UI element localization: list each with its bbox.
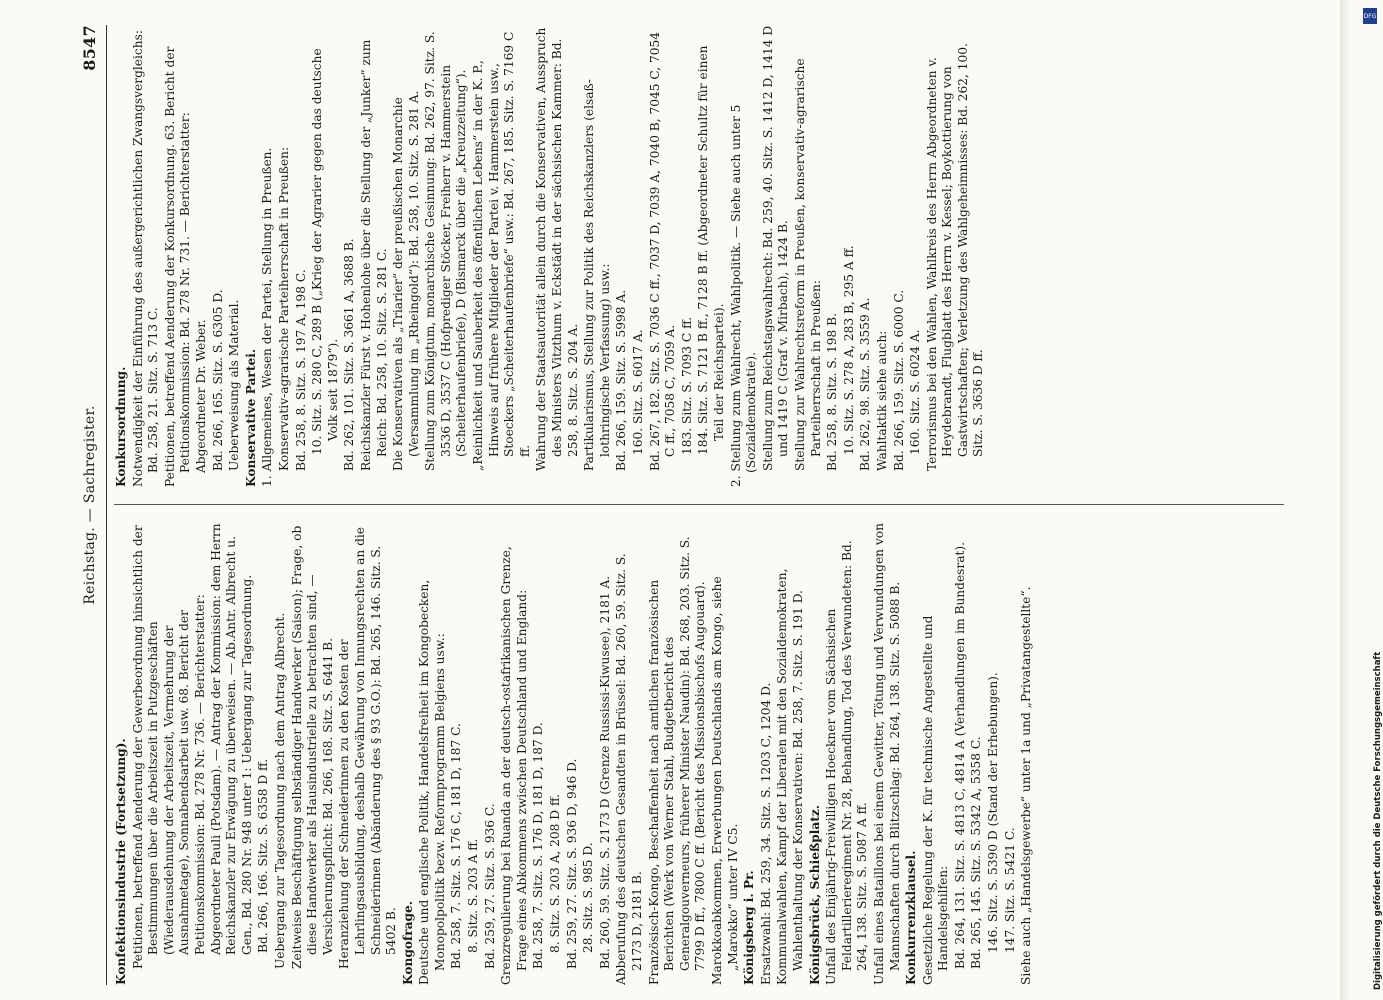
- index-entry: Petitionen, betreffend Aenderung der Gewerbeordnung hinsichtlich der Bestimmungen über die Arbeitszeit in Putzgeschäften (Wiederausdehnung der Arbeitszeit, Vermehrung der Ausnahmetage), Sonnabendsarbeit usw. 68. Bericht der Petitionskommission: Bd. 278 Nr. 736. — Berichterstatter: Abgeordneter Pauli (Potsdam). — Antrag der Kommission: dem Herrn Reichskanzler zur Erwägung zu überweisen. — Ab.Antr. Albrecht u. Gen., Bd. 280 Nr. 948 unter 1: Uebergang zur Tagesordnung.: [130, 523, 254, 969]
- index-entry: 8. Sitz. S. 203 A ff.: [466, 838, 481, 953]
- index-entry: Petitionen, betreffend Aenderung der Konkursordnung. 63. Bericht der Petitionskommission: Bd. 278 Nr. 731. — Berichterstatter: Abgeordneter Dr. Weber.: [162, 46, 208, 487]
- column-divider: [114, 504, 1284, 505]
- index-heading: Konkurrenzklausel.: [904, 850, 919, 985]
- index-entry: Bd. 258, 7. Sitz. S. 176 C, 181 D, 187 C.: [449, 723, 464, 969]
- index-entry: 160. Sitz. S. 6024 A.: [908, 329, 923, 455]
- index-entry: Gesetzliche Regelung der K. für technische Angestellte und Handelsgehilfen:: [920, 615, 951, 985]
- index-entry: Kommunalwahlen, Kampf der Liberalen mit den Sozialdemokraten, Wahlenthaltung der Konservativen: Bd. 258, 7. Sitz. S. 191 D.: [775, 568, 805, 985]
- index-entry: Grenzregulierung bei Ruanda an der deutsch-ostafrikanischen Grenze, Frage eines Abkommens zwischen Deutschland und England:: [499, 546, 529, 985]
- index-entry: Deutsche und englische Politik, Handelsfreiheit im Kongobecken, Monopolpolitik bezw. Reformprogramm Belgiens usw.:: [417, 579, 447, 985]
- index-entry: Bd. 260, 59. Sitz. S. 2173 D (Grenze Russissi-Kiwusee), 2181 A.: [597, 575, 612, 969]
- index-entry: Stellung zur Wahlrechtsreform in Preußen, konservativ-agrarische Parteiherrschaft in Preußen:: [792, 58, 823, 471]
- page-header: [80, 25, 106, 985]
- index-entry: Abberufung des deutschen Gesandten in Brüssel: Bd. 260, 59. Sitz. S. 2173 D, 2181 B.: [614, 553, 644, 985]
- index-entry: Französisch-Kongo, Beschaffenheit nach amtlichen französischen Berichten (Werk von Werner Stahl, Budgetbericht des Generalgouverneurs, früherer Minister Naudin): Bd. 268, 203. Sitz. S. 7799 D ff., 7800 C ff. (Bericht des Missionsbischofs Augouard).: [646, 536, 708, 985]
- index-entry: Bd. 258, 7. Sitz. S. 176 D, 181 D, 187 D.: [531, 722, 546, 969]
- index-entry: Partikularismus, Stellung zur Politik des Reichskanzlers (elsaß-lothringische Verfassung) usw.:: [582, 79, 612, 471]
- index-heading: Konfektionsindustrie (Fortsetzung).: [114, 738, 128, 985]
- index-heading: Konkursordnung.: [114, 366, 128, 487]
- index-entry: Die Konservativen als „Triarier“ der preußischen Monarchie (Versammlung im „Rheingold“): Bd. 258, 10. Sitz. S. 281 A.: [391, 90, 421, 471]
- index-entry: Bd. 267, 182. Sitz. S. 7036 C ff., 7037 D, 7039 A, 7040 B, 7045 C, 7054 C ff., 7058 C, 7059 A.: [647, 32, 678, 471]
- index-entry: Bd. 259, 27. Sitz. S. 936 C.: [482, 803, 497, 969]
- side-note: [1353, 10, 1381, 990]
- index-entry: 8. Sitz. S. 203 A, 208 D ff.: [548, 793, 563, 953]
- index-entry: Bd. 264, 131. Sitz. S. 4813 C, 4814 A (Verhandlungen im Bundesrat).: [952, 541, 967, 969]
- page-number: 8547: [80, 25, 99, 71]
- index-entry: Marokkoabkommen, Erwerbungen Deutschlands am Kongo, siehe „Marokko“ unter IV C5.: [709, 576, 740, 985]
- digitization-note: Digitalisierung gefördert durch die Deutsche Forschungsgemeinschaft: [1373, 651, 1383, 990]
- index-entry: Ersatzwahl: Bd. 259, 34. Sitz. S. 1203 C, 1204 D.: [758, 682, 773, 985]
- index-entry: Reichskanzler Fürst v. Hohenlohe über die Stellung der „Junker“ zum Reich: Bd. 258, 10. Sitz. S. 281 C.: [358, 39, 389, 471]
- index-entry: 146. Sitz. S. 5390 D (Stand der Erhebungen).: [986, 672, 1001, 953]
- index-entry: Bd. 258, 8. Sitz. S. 197 A, 198 C.: [293, 269, 308, 471]
- index-entry: Bd. 266, 159. Sitz. S. 5998 A.: [614, 289, 629, 471]
- running-title: Reichstag. — Sachregister.: [82, 405, 98, 605]
- page-spine: [1340, 0, 1350, 1000]
- index-entry: Wahltaktik siehe auch:: [874, 330, 889, 471]
- index-entry: Wahrung der Staatsautorität allein durch die Konservativen, Ausspruch des Ministers Vitzthum v. Eckstädt in der sächsischen Kammer: Bd. 258, 8. Sitz. S. 204 A.: [534, 27, 580, 471]
- index-entry: Konservativ-agrarische Parteiherrschaft in Preußen:: [276, 146, 291, 471]
- index-heading: Königsbrück, Schießplatz.: [807, 804, 822, 985]
- index-entry: „Reinlichkeit und Sauberkeit des öffentlichen Lebens“ in der K. P., Hinweis auf frühere Mitglieder der Partei v. Hammerstein usw., Stoeckers „Scheiterhaufenbriefe“ usw.: Bd. 267, 185. Sitz. S. 7169 C ff.: [471, 31, 532, 471]
- index-entry: Terrorismus bei den Wahlen, Wahlkreis des Herrn Abgeordneten v. Heydebrandt, Flugblatt des Herrn v. Kessel; Boykottierung von Gastwirtschaften; Verletzung des Wahlgeheimnisses: Bd. 262, 100. Sitz. S. 3636 D ff.: [924, 43, 986, 471]
- index-entry: Bd. 266, 166. Sitz. S. 6358 D ff.: [256, 758, 271, 953]
- index-entry: Uebergang zur Tagesordnung nach dem Antrag Albrecht.: [272, 612, 287, 969]
- right-column: [114, 25, 1294, 487]
- index-heading: Königsberg i. Pr.: [742, 870, 757, 985]
- index-entry: 183. Sitz. S. 7093 C ff.: [679, 316, 694, 455]
- index-entry: Bd. 266, 159. Sitz. S. 6000 C.: [891, 289, 906, 471]
- index-entry: 10. Sitz. S. 280 C, 289 B („Krieg der Agrarier gegen das deutsche Volk seit 1879“).: [310, 48, 340, 455]
- index-entry: 1. Allgemeines, Wesen der Partei, Stellung in Preußen.: [260, 147, 275, 487]
- index-entry: Heranziehung der Schneiderinnen zu den Kosten der Lehrlingsausbildung, deshalb Gewährung von Innungsrechten an die Schneiderinnen (Abänderung des § 93 G.O.): Bd. 265, 146. Sitz. S. 5402 B.: [337, 526, 399, 969]
- left-column: [114, 523, 1294, 985]
- index-entry: 147. Sitz. S. 5421 C.: [1002, 827, 1017, 953]
- index-entry: Bd. 258, 8. Sitz. S. 198 B.: [825, 313, 840, 471]
- rotated-register-page: [80, 25, 1300, 985]
- index-heading: Kongofrage.: [400, 900, 415, 985]
- index-entry: 10. Sitz. S. 278 A, 283 B, 295 A ff.: [841, 245, 856, 455]
- index-entry: Notwendigkeit der Einführung des außergerichtlichen Zwangsvergleichs: Bd. 258, 21. Sitz. S. 713 C.: [130, 30, 161, 487]
- index-entry: Stellung zum Reichstagswahlrecht: Bd. 259, 40. Sitz. S. 1412 D, 1414 D und 1419 C (Graf v. Mirbach), 1424 B.: [760, 25, 791, 471]
- dfg-logo: DFG: [1363, 8, 1377, 24]
- index-entry: 160. Sitz. S. 6017 A.: [631, 329, 645, 455]
- index-entry: Bd. 262, 98. Sitz. S. 3559 A.: [858, 297, 873, 471]
- header-rule: [106, 25, 107, 985]
- index-entry: Unfall des Einjährig-Freiwilligen Hoeckner vom Sächsischen Feldartillerieregiment Nr. 28, Behandlung, Tod des Verwundeten: Bd. 264, 138. Sitz. S. 5087 A ff.: [824, 540, 870, 985]
- index-entry: Zeitweise Beschäftigung selbständiger Handwerker (Saison); Frage, ob diese Handwerker als Hausindustrielle zu betrachten sind, — Versicherungspflicht: Bd. 266, 168. Sitz. S. 6441 B.: [289, 525, 335, 969]
- index-entry: Bd. 262, 101. Sitz. S. 3661 A, 3688 B.: [342, 238, 357, 471]
- index-entry: Bd. 266, 165. Sitz. S. 6305 D.: [210, 289, 225, 471]
- index-entry: Ueberweisung als Material.: [227, 299, 242, 471]
- index-heading: Konservative Partei.: [243, 348, 258, 487]
- index-entry: Stellung zum Königtum, monarchische Gesinnung: Bd. 262, 97. Sitz. S. 3536 D, 3537 C (Hofprediger Stöcker, Freiherr v. Hammerstein (Scheiterhaufenbriefe), D (Bismarck über die „Kreuzzeitung“).: [423, 31, 469, 471]
- index-entry: 2. Stellung zum Wahlrecht, Wahlpolitik. — Siehe auch unter 5 (Sozialdemokratie).: [728, 104, 759, 487]
- index-entry: Unfall eines Bataillons bei einem Gewitter, Tötung und Verwundungen von Mannschaften durch Blitzschlag: Bd. 264, 138. Sitz. S. 5088 B.: [871, 523, 902, 985]
- index-entry: 184. Sitz. S. 7121 B ff., 7128 B ff. (Abgeordneter Schultz für einen Teil der Reichspartei).: [696, 45, 726, 455]
- index-entry: Siehe auch „Handelsgewerbe“ unter 1a und „Privatangestellte“.: [1019, 586, 1034, 985]
- index-entry: Bd. 259, 27. Sitz. S. 936 D, 946 D.: [564, 758, 579, 969]
- index-entry: Bd. 265, 145. Sitz. S. 5342 A, 5358 C.: [969, 736, 984, 969]
- index-entry: 28. Sitz. S. 985 D.: [581, 842, 596, 953]
